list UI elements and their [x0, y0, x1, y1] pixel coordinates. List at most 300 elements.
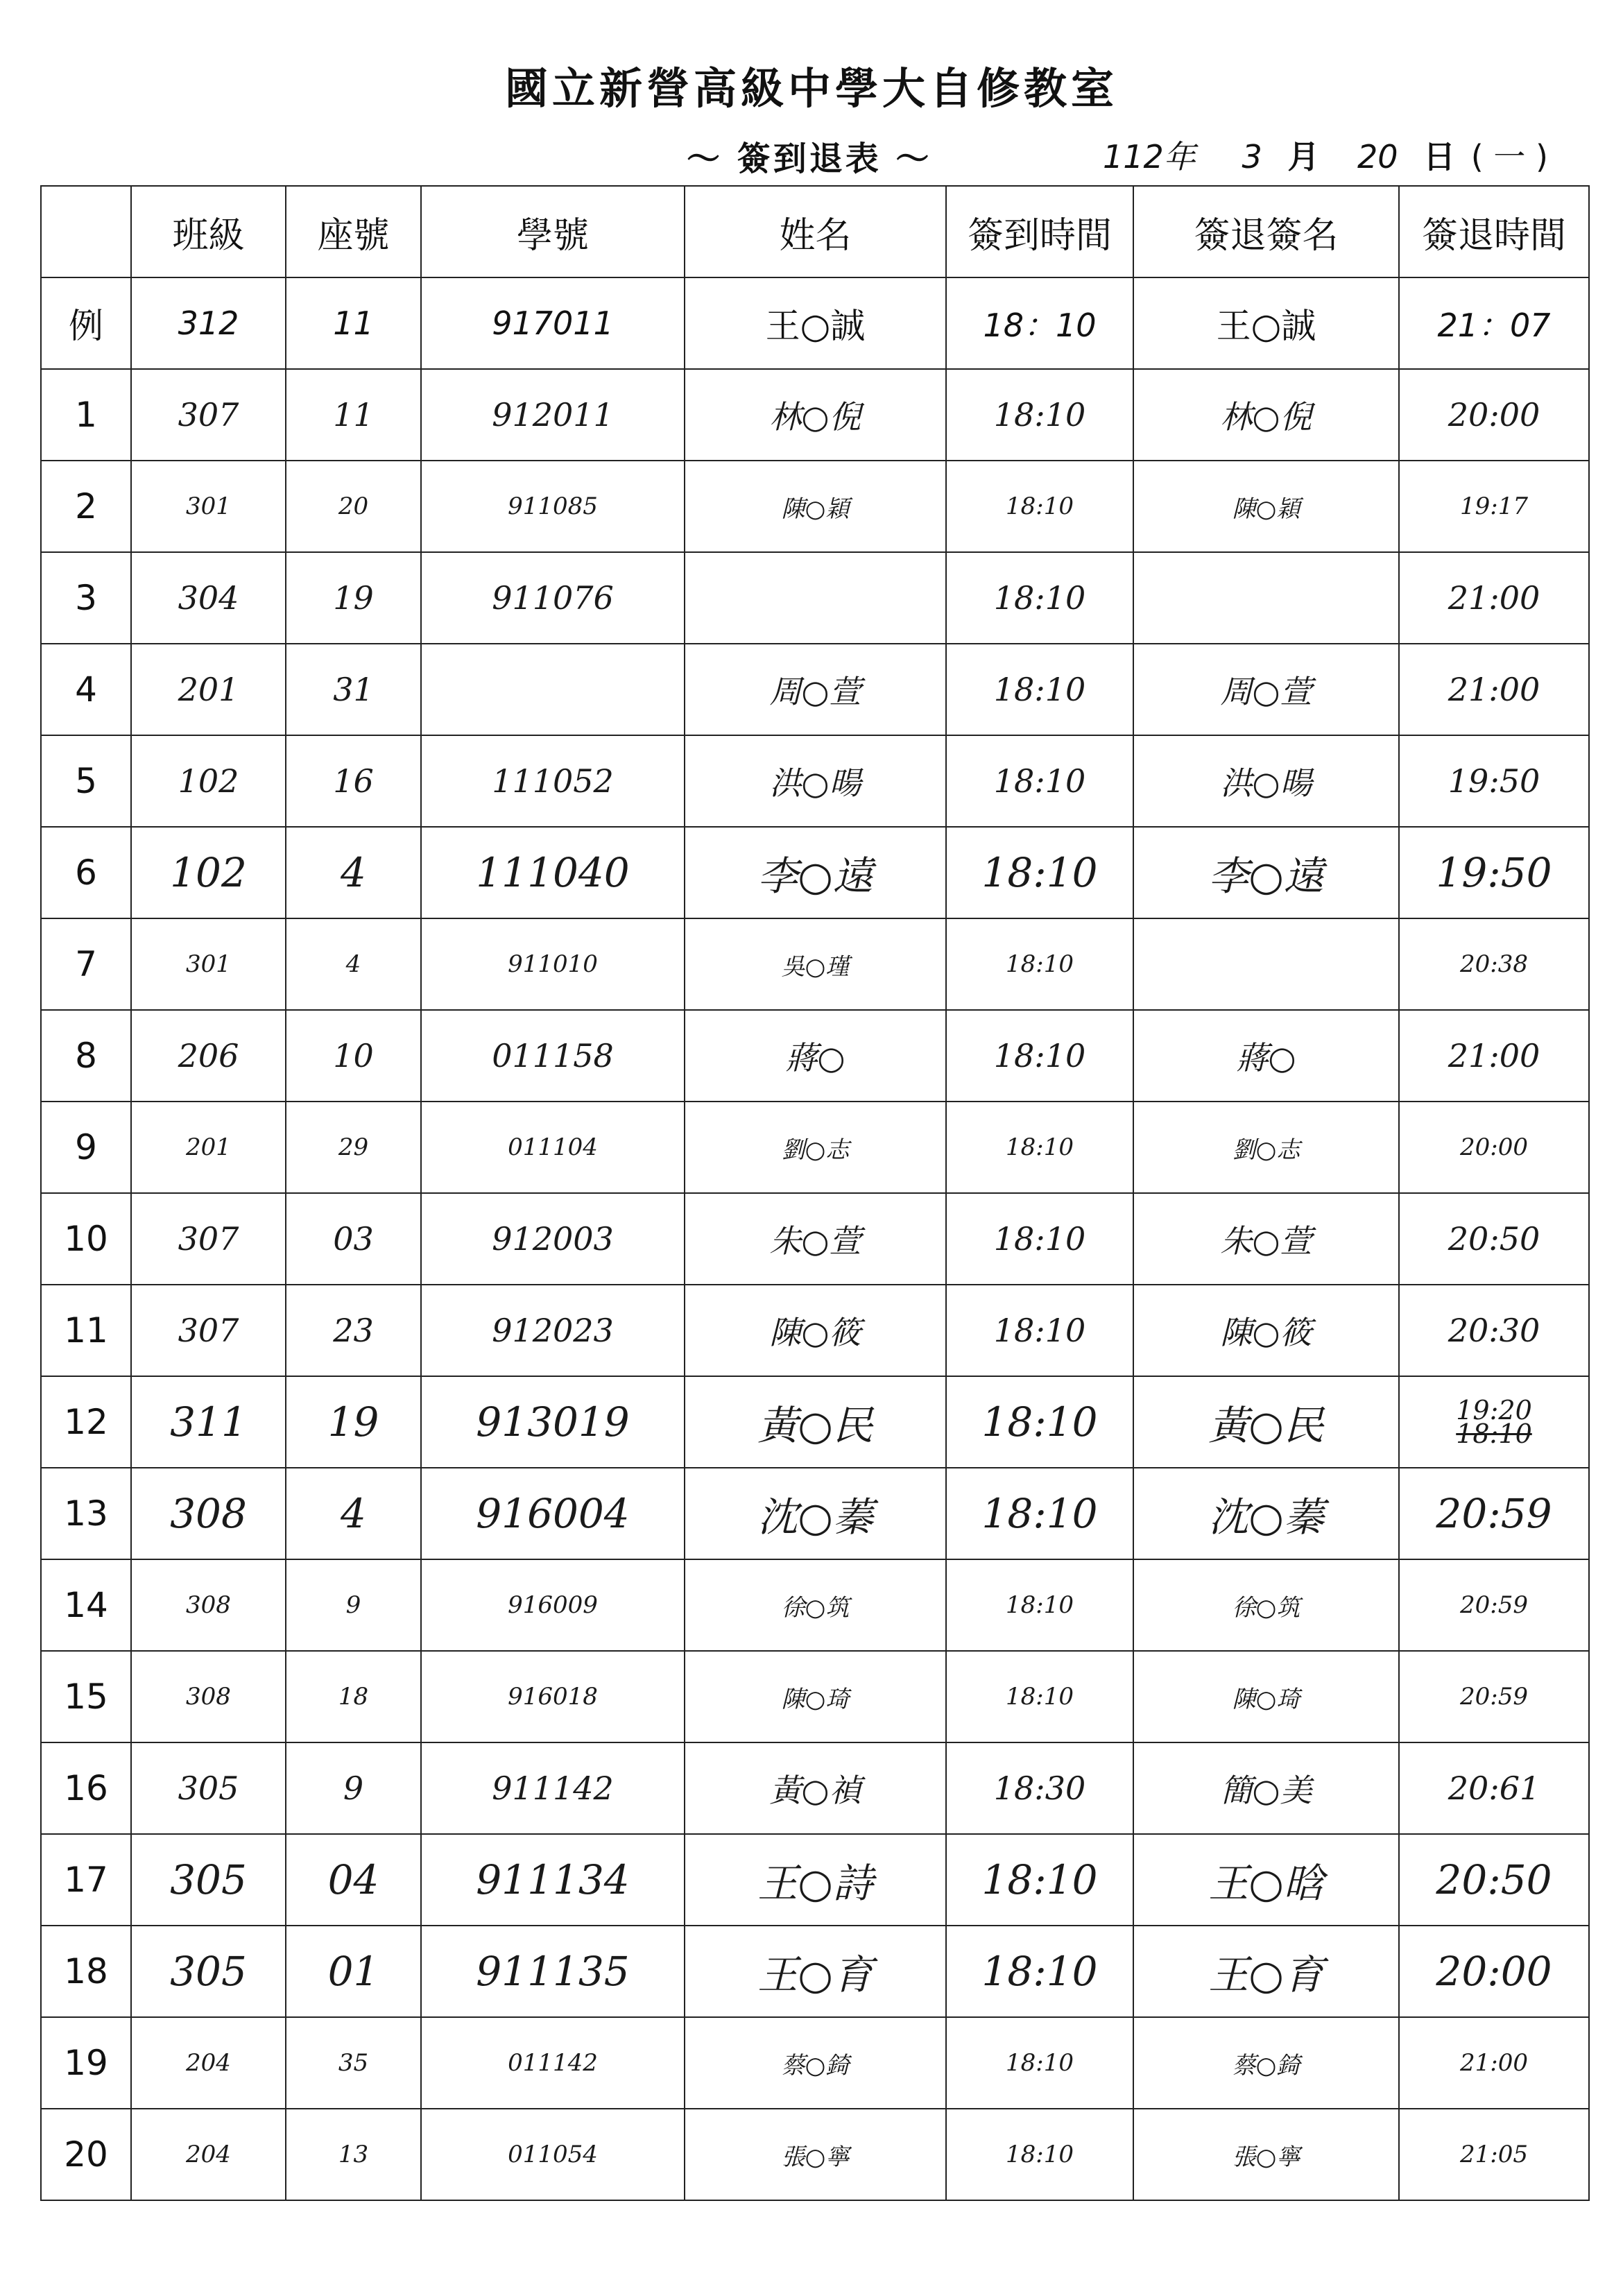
sign-in-time-text: 18:10 [1006, 1133, 1074, 1161]
student-id-text: 911142 [492, 1770, 614, 1807]
seat-text: 31 [333, 671, 374, 708]
sign-out-signature-text: 黃○民 [1208, 1402, 1324, 1449]
sign-out-time-cell [1399, 552, 1589, 644]
name-text: 林○倪 [769, 398, 861, 436]
seat-cell [286, 1376, 421, 1468]
corrected-time [1456, 1395, 1532, 1449]
seat-text: 03 [333, 1220, 374, 1258]
sign-out-signature-text: 張○寧 [1232, 2143, 1300, 2171]
sign-out-time-text: 21:00 [1448, 1037, 1540, 1074]
class-text: 301 [186, 492, 231, 520]
class-cell [131, 1834, 286, 1926]
sign-out-signature-text: 陳○筱 [1220, 1314, 1312, 1351]
class-cell [131, 461, 286, 552]
student-id-cell [421, 1193, 685, 1285]
sign-in-time-cell [946, 552, 1133, 644]
sign-in-time-cell [946, 1010, 1133, 1102]
student-id-text: 916018 [508, 1683, 598, 1711]
sign-in-time-text: 18:10 [993, 396, 1086, 434]
sign-out-time-text: 19:17 [1460, 492, 1528, 520]
sign-out-time-cell [1399, 1193, 1589, 1285]
table-row [41, 1285, 1589, 1376]
seat-text: 35 [338, 2049, 369, 2077]
seat-cell [286, 552, 421, 644]
class-cell [131, 1926, 286, 2017]
sign-in-table [40, 185, 1590, 2201]
student-id-text: 916009 [508, 1591, 598, 1619]
sign-out-time-cell [1399, 1651, 1589, 1742]
date-day-unit: 日 [1423, 138, 1456, 175]
sign-in-time-cell [946, 2017, 1133, 2109]
class-text: 301 [186, 950, 231, 978]
student-id-cell [421, 552, 685, 644]
row-index: 1 [41, 369, 131, 461]
sign-in-time-text: 18:10 [993, 671, 1086, 708]
student-id-text: 912011 [492, 396, 614, 434]
class-cell [131, 735, 286, 827]
sign-out-time-text: 20:59 [1460, 1591, 1528, 1619]
name-cell [685, 1376, 946, 1468]
sign-out-signature-cell [1133, 1742, 1399, 1834]
name-cell [685, 735, 946, 827]
sign-out-time-cell [1399, 827, 1589, 918]
table-row [41, 644, 1589, 735]
table-row [41, 1193, 1589, 1285]
class-text: 307 [178, 396, 239, 434]
date-year: 112年 [1103, 138, 1196, 175]
class-cell [131, 1651, 286, 1742]
class-cell [131, 1285, 286, 1376]
sign-out-signature-text: 王○晗 [1208, 1860, 1324, 1907]
class-text: 204 [186, 2141, 231, 2168]
table-row [41, 552, 1589, 644]
class-cell [131, 2109, 286, 2200]
class-cell [131, 1468, 286, 1559]
class-cell [131, 827, 286, 918]
sign-in-time-cell [946, 735, 1133, 827]
class-text: 204 [186, 2049, 231, 2077]
sign-in-time-text: 18:10 [993, 1220, 1086, 1258]
name-cell [685, 369, 946, 461]
sign-in-time-text: 18:10 [1006, 1683, 1074, 1711]
name-cell [685, 2109, 946, 2200]
sign-out-time-cell [1399, 1010, 1589, 1102]
sign-out-signature-cell [1133, 918, 1399, 1010]
seat-cell [286, 2109, 421, 2200]
class-text: 102 [178, 762, 239, 800]
sign-in-time-text: 18:10 [1006, 950, 1074, 978]
seat-cell [286, 1926, 421, 2017]
sign-out-time-text: 20:30 [1448, 1312, 1540, 1349]
date-month-unit: 月 [1287, 138, 1320, 175]
sign-out-time-text: 20:00 [1460, 1133, 1528, 1161]
sign-out-time-cell [1399, 1559, 1589, 1651]
name-text: 周○萱 [769, 673, 861, 710]
row-index: 3 [41, 552, 131, 644]
student-id-text: 111040 [476, 849, 630, 896]
sign-out-time-cell [1399, 1834, 1589, 1926]
row-index: 16 [41, 1742, 131, 1834]
student-id-cell [421, 1742, 685, 1834]
student-id-cell [421, 735, 685, 827]
sign-in-time-text: 18:10 [993, 579, 1086, 617]
student-id-cell [421, 1559, 685, 1651]
name-cell [685, 827, 946, 918]
row-index: 20 [41, 2109, 131, 2200]
sign-in-time-cell [946, 644, 1133, 735]
name-text: 黃○禎 [769, 1772, 861, 1809]
name-cell [685, 1102, 946, 1193]
name-cell [685, 1285, 946, 1376]
seat-text: 4 [341, 1490, 366, 1537]
class-text: 308 [186, 1591, 231, 1619]
class-cell [131, 1010, 286, 1102]
sign-in-time-cell [946, 827, 1133, 918]
sign-in-time-text: 18:10 [1006, 2049, 1074, 2077]
name-cell [685, 1010, 946, 1102]
page-title: 國立新營高級中學大自修教室 [504, 63, 1118, 114]
table-row [41, 1376, 1589, 1468]
sign-in-time-text: 18:10 [993, 762, 1086, 800]
date-weekday: ( 一 ) [1470, 138, 1548, 175]
name-text: 朱○萱 [769, 1222, 861, 1260]
sign-out-signature-text: 陳○琦 [1232, 1685, 1300, 1713]
seat-text: 19 [327, 1398, 379, 1446]
seat-cell [286, 2017, 421, 2109]
student-id-text: 011104 [508, 1133, 598, 1161]
seat-text: 01 [327, 1948, 379, 1995]
table-row [41, 1102, 1589, 1193]
table-row [41, 918, 1589, 1010]
sign-in-time-text: 18:10 [1006, 1591, 1074, 1619]
sign-out-signature-cell [1133, 1193, 1399, 1285]
sign-out-time-cell [1399, 369, 1589, 461]
name-text: 陳○琦 [781, 1685, 850, 1713]
seat-text: 4 [345, 950, 361, 978]
sign-in-time-text: 18:10 [993, 1312, 1086, 1349]
seat-text: 29 [338, 1133, 369, 1161]
student-id-text: 916004 [476, 1490, 630, 1537]
header-row [41, 186, 1589, 277]
student-id-cell [421, 918, 685, 1010]
seat-cell [286, 1285, 421, 1376]
header-cell: 座號 [286, 186, 421, 277]
student-id-text: 111052 [492, 762, 614, 800]
seat-cell [286, 1742, 421, 1834]
seat-cell [286, 1010, 421, 1102]
table-row [41, 1834, 1589, 1926]
class-text: 305 [170, 1856, 247, 1903]
sign-in-time-cell [946, 1376, 1133, 1468]
class-text: 307 [178, 1220, 239, 1258]
student-id-cell [421, 1102, 685, 1193]
row-index: 10 [41, 1193, 131, 1285]
student-id-cell [421, 461, 685, 552]
example-row [41, 277, 1589, 369]
seat-text: 19 [333, 579, 374, 617]
sign-out-time-text: 20:00 [1448, 396, 1540, 434]
name-text: 蔡○錡 [781, 2051, 850, 2080]
form-subtitle: ～ 簽到退表 ～ [687, 139, 932, 178]
sign-out-signature-cell [1133, 552, 1399, 644]
table-row [41, 827, 1589, 918]
class-cell [131, 2017, 286, 2109]
sign-out-signature-text: 沈○蓁 [1208, 1493, 1324, 1541]
name-text: 陳○穎 [781, 495, 850, 523]
class-text: 305 [170, 1948, 247, 1995]
student-id-cell [421, 1651, 685, 1742]
sign-out-signature-cell [1133, 1010, 1399, 1102]
name-cell [685, 1926, 946, 2017]
sign-out-time-text: 19:50 [1436, 849, 1552, 896]
sign-out-signature-cell [1133, 1468, 1399, 1559]
sign-out-time-text: 20:61 [1448, 1770, 1540, 1807]
sign-out-time-text: 20:50 [1448, 1220, 1540, 1258]
sign-out-signature-cell [1133, 369, 1399, 461]
name-cell [685, 644, 946, 735]
struck-time-value: 18:10 [1456, 1419, 1532, 1449]
name-text: 蔣○ [785, 1039, 845, 1077]
table-row [41, 1468, 1589, 1559]
sign-in-time-cell [946, 369, 1133, 461]
header-cell: 學號 [421, 186, 685, 277]
student-id-text: 011054 [508, 2141, 598, 2168]
student-id-cell [421, 1285, 685, 1376]
sign-out-signature-text: 林○倪 [1220, 398, 1312, 436]
sign-out-time-cell: 21：07 [1399, 277, 1589, 369]
row-index: 2 [41, 461, 131, 552]
row-index: 18 [41, 1926, 131, 2017]
student-id-text: 912003 [492, 1220, 614, 1258]
class-text: 206 [178, 1037, 239, 1074]
sign-out-time-text: 21:00 [1460, 2049, 1528, 2077]
sign-out-time-cell [1399, 1926, 1589, 2017]
table-row [41, 2109, 1589, 2200]
name-cell: 王○誠 [685, 277, 946, 369]
student-id-text: 911076 [492, 579, 614, 617]
sign-out-signature-cell [1133, 1834, 1399, 1926]
class-cell [131, 1193, 286, 1285]
class-cell [131, 369, 286, 461]
sign-in-time-text: 18:10 [981, 1490, 1098, 1537]
name-cell [685, 1742, 946, 1834]
sign-out-time-cell [1399, 461, 1589, 552]
row-index: 例 [41, 277, 131, 369]
table-row [41, 735, 1589, 827]
seat-cell [286, 918, 421, 1010]
sign-in-time-text: 18:10 [981, 849, 1098, 896]
class-cell [131, 552, 286, 644]
sign-in-time-cell [946, 461, 1133, 552]
row-index: 11 [41, 1285, 131, 1376]
name-text: 洪○暘 [769, 764, 861, 802]
seat-cell [286, 461, 421, 552]
table-row [41, 2017, 1589, 2109]
student-id-text: 011158 [492, 1037, 614, 1074]
sign-out-time-cell [1399, 1102, 1589, 1193]
sign-in-time-text: 18:30 [993, 1770, 1086, 1807]
row-index: 4 [41, 644, 131, 735]
name-cell [685, 1559, 946, 1651]
name-cell [685, 1651, 946, 1742]
sign-out-time-cell [1399, 1742, 1589, 1834]
sign-out-time-text: 20:50 [1436, 1856, 1552, 1903]
seat-text: 20 [338, 492, 369, 520]
row-index: 12 [41, 1376, 131, 1468]
sign-out-time-cell [1399, 2109, 1589, 2200]
sign-in-time-cell [946, 1102, 1133, 1193]
sign-out-signature-cell: 王○誠 [1133, 277, 1399, 369]
class-text: 201 [178, 671, 239, 708]
sign-out-signature-cell [1133, 1102, 1399, 1193]
seat-text: 4 [341, 849, 366, 896]
name-text: 王○育 [757, 1951, 873, 1998]
sign-out-time-cell [1399, 2017, 1589, 2109]
sign-out-time-text: 21:05 [1460, 2141, 1528, 2168]
table-row [41, 1926, 1589, 2017]
student-id-cell [421, 644, 685, 735]
name-cell [685, 552, 946, 644]
name-text: 張○寧 [781, 2143, 850, 2171]
header-cell: 簽到時間 [946, 186, 1133, 277]
student-id-text: 911085 [508, 492, 598, 520]
sign-in-time-cell [946, 1834, 1133, 1926]
seat-text: 11 [333, 396, 374, 434]
sign-out-time-text: 21:00 [1448, 579, 1540, 617]
student-id-cell [421, 2017, 685, 2109]
sign-out-signature-cell [1133, 1559, 1399, 1651]
name-text: 陳○筱 [769, 1314, 861, 1351]
sign-out-time-text: 20:00 [1436, 1948, 1552, 1995]
table-row [41, 1742, 1589, 1834]
class-cell [131, 1559, 286, 1651]
sign-out-signature-text: 王○育 [1208, 1951, 1324, 1998]
class-text: 308 [170, 1490, 247, 1537]
sign-in-time-cell [946, 1193, 1133, 1285]
student-id-cell [421, 1926, 685, 2017]
sign-out-time-text: 21:00 [1448, 671, 1540, 708]
student-id-text: 911134 [476, 1856, 630, 1903]
sign-in-time-cell [946, 1559, 1133, 1651]
student-id-cell: 917011 [421, 277, 685, 369]
sign-out-signature-cell [1133, 827, 1399, 918]
sign-out-signature-cell [1133, 2109, 1399, 2200]
sign-out-time-cell [1399, 1468, 1589, 1559]
class-text: 305 [178, 1770, 239, 1807]
sign-in-time-cell [946, 918, 1133, 1010]
class-text: 201 [186, 1133, 231, 1161]
sign-out-signature-cell [1133, 1376, 1399, 1468]
sign-out-signature-text: 蔡○錡 [1232, 2051, 1300, 2080]
sign-out-time-text: 19:50 [1448, 762, 1540, 800]
student-id-cell [421, 2109, 685, 2200]
sign-out-signature-text: 劉○志 [1232, 1136, 1300, 1164]
name-text: 劉○志 [781, 1136, 850, 1164]
seat-text: 16 [333, 762, 374, 800]
seat-cell: 11 [286, 277, 421, 369]
sign-out-time-text: 20:38 [1460, 950, 1528, 978]
class-cell [131, 1376, 286, 1468]
class-text: 304 [178, 579, 239, 617]
sign-out-signature-cell [1133, 2017, 1399, 2109]
student-id-cell [421, 1376, 685, 1468]
sign-in-time-cell [946, 1742, 1133, 1834]
date-month: 3 [1242, 138, 1262, 175]
row-index: 14 [41, 1559, 131, 1651]
student-id-text: 912023 [492, 1312, 614, 1349]
header-cell: 班級 [131, 186, 286, 277]
seat-cell [286, 1651, 421, 1742]
sign-out-signature-cell [1133, 1285, 1399, 1376]
seat-cell [286, 1559, 421, 1651]
table-row [41, 369, 1589, 461]
seat-text: 9 [345, 1591, 361, 1619]
name-cell [685, 1193, 946, 1285]
sign-out-signature-cell [1133, 644, 1399, 735]
student-id-text: 911135 [476, 1948, 630, 1995]
class-text: 308 [186, 1683, 231, 1711]
class-text: 311 [170, 1398, 247, 1446]
class-cell [131, 644, 286, 735]
name-text: 沈○蓁 [757, 1493, 873, 1541]
row-index: 5 [41, 735, 131, 827]
name-text: 吳○瑾 [781, 952, 850, 981]
seat-cell [286, 369, 421, 461]
row-index: 8 [41, 1010, 131, 1102]
sign-out-time-cell [1399, 1285, 1589, 1376]
sign-in-time-cell [946, 1926, 1133, 2017]
sign-in-time-text: 18:10 [981, 1856, 1098, 1903]
table-row [41, 1010, 1589, 1102]
class-cell [131, 918, 286, 1010]
class-text: 102 [170, 849, 247, 896]
seat-cell [286, 735, 421, 827]
seat-cell [286, 644, 421, 735]
sign-in-time-text: 18:10 [981, 1948, 1098, 1995]
sign-out-signature-cell [1133, 1651, 1399, 1742]
row-index: 17 [41, 1834, 131, 1926]
sign-out-signature-text: 徐○筑 [1232, 1593, 1300, 1622]
row-index: 7 [41, 918, 131, 1010]
class-cell [131, 1742, 286, 1834]
sign-out-time-text: 20:59 [1436, 1490, 1552, 1537]
sign-out-time-cell [1399, 735, 1589, 827]
sign-out-signature-text: 蔣○ [1236, 1039, 1296, 1077]
name-cell [685, 1468, 946, 1559]
student-id-text: 911010 [508, 950, 598, 978]
student-id-cell [421, 1834, 685, 1926]
sign-in-time-text: 18:10 [1006, 2141, 1074, 2168]
student-id-cell [421, 1010, 685, 1102]
sign-out-signature-cell [1133, 461, 1399, 552]
sign-in-time-cell [946, 1468, 1133, 1559]
name-text: 王○詩 [757, 1860, 873, 1907]
class-cell: 312 [131, 277, 286, 369]
sign-in-time-text: 18:10 [1006, 492, 1074, 520]
seat-cell [286, 1834, 421, 1926]
sign-out-signature-text: 陳○穎 [1232, 495, 1300, 523]
sign-out-time-text: 20:59 [1460, 1683, 1528, 1711]
name-text: 徐○筑 [781, 1593, 850, 1622]
seat-text: 10 [333, 1037, 374, 1074]
header-cell: 簽退簽名 [1133, 186, 1399, 277]
sign-in-time-text: 18:10 [981, 1398, 1098, 1446]
sign-in-time-text: 18:10 [993, 1037, 1086, 1074]
seat-text: 13 [338, 2141, 369, 2168]
sign-out-signature-cell [1133, 735, 1399, 827]
sign-in-time-cell [946, 1285, 1133, 1376]
seat-text: 23 [333, 1312, 374, 1349]
